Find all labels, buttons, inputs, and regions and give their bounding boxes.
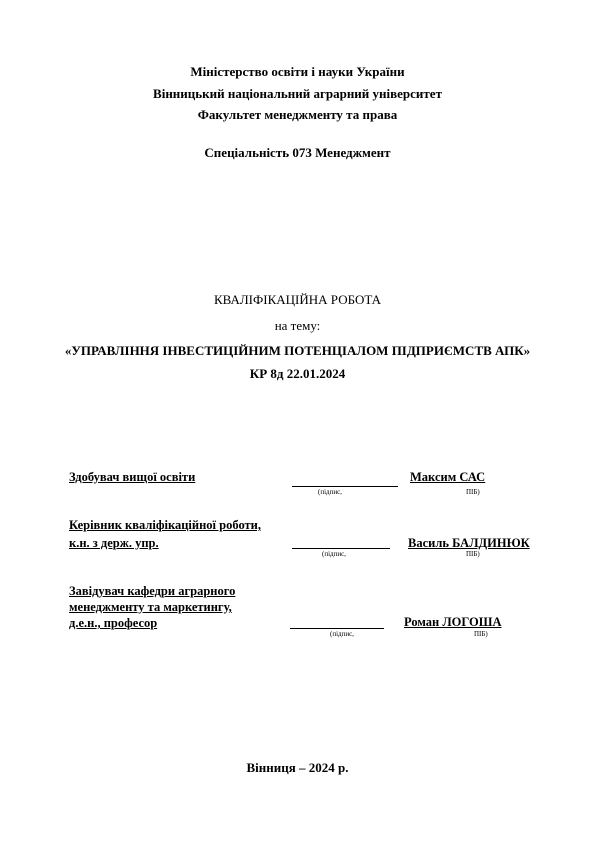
name-caption: ПІБ) (466, 550, 480, 558)
signer-name: Роман ЛОГОША (404, 615, 502, 629)
signer-name: Василь БАЛДИНЮК (408, 536, 530, 550)
sign-caption: (підпис, (322, 550, 346, 558)
sign-caption: (підпис, (330, 630, 354, 638)
signer-name: Максим САС (410, 470, 486, 484)
university-line: Вінницький національний аграрний університет (153, 86, 442, 101)
signature-line (290, 628, 384, 629)
role-line: Керівник кваліфікаційної роботи, (69, 518, 261, 532)
sign-caption: (підпис, (318, 488, 342, 496)
name-caption: ПІБ) (466, 488, 480, 496)
signature-line (292, 548, 390, 549)
faculty-line: Факультет менеджменту та права (197, 107, 398, 122)
name-caption: ПІБ) (474, 630, 488, 638)
on-topic-label: на тему: (274, 318, 321, 333)
city-year: Вінниця – 2024 р. (246, 760, 349, 775)
ministry-line: Міністерство освіти і науки України (190, 64, 405, 79)
role-line: к.н. з держ. упр. (69, 536, 159, 550)
role-line: Здобувач вищої освіти (69, 470, 196, 484)
signature-line (292, 486, 398, 487)
specialty-line: Спеціальність 073 Менеджмент (204, 145, 391, 160)
work-code: КР 8д 22.01.2024 (249, 366, 346, 381)
role-line: менеджменту та маркетингу, (69, 600, 232, 614)
role-line: д.е.н., професор (69, 616, 158, 630)
role-line: Завідувач кафедри аграрного (69, 584, 236, 598)
topic-title: «УПРАВЛІННЯ ІНВЕСТИЦІЙНИМ ПОТЕНЦІАЛОМ ПІДПРИЄМСТВ АПК» (64, 343, 531, 358)
work-type: КВАЛІФІКАЦІЙНА РОБОТА (213, 292, 382, 307)
